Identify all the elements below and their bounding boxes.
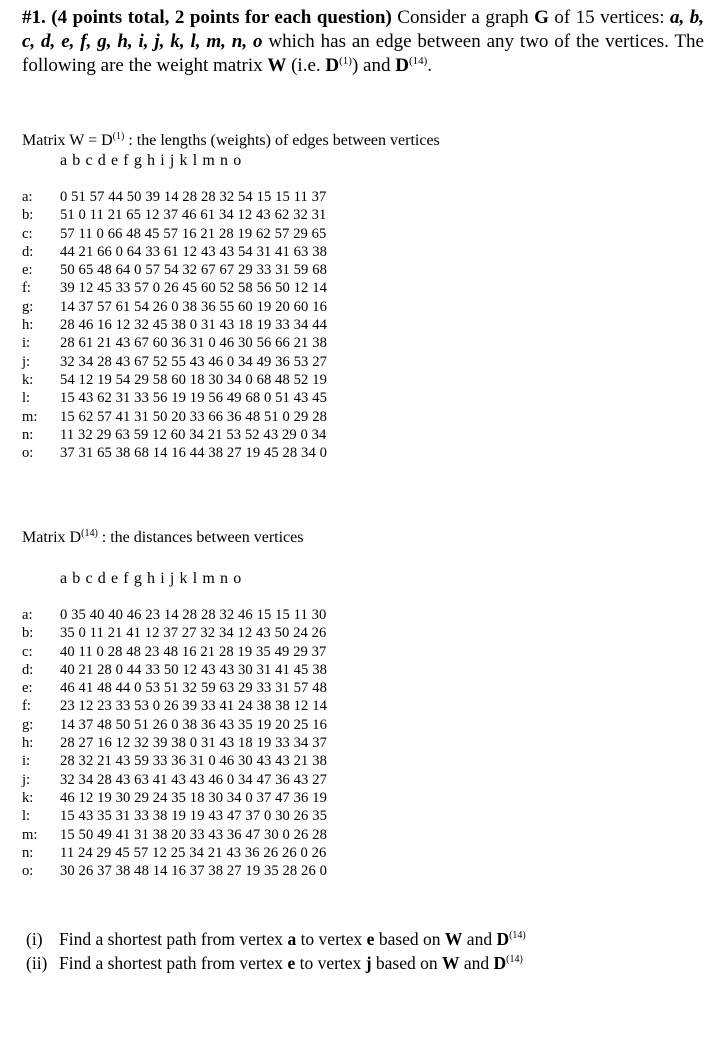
row-label: h: xyxy=(22,317,34,334)
question-number: (ii) xyxy=(26,953,48,973)
d14-symbol: D xyxy=(493,953,507,973)
d14-superscript: (14) xyxy=(509,930,526,941)
row-label: k: xyxy=(22,789,34,806)
row-label: g: xyxy=(22,716,34,733)
row-label: e: xyxy=(22,262,33,279)
row-values: 46 41 48 44 0 53 51 32 59 63 29 33 31 57 48 xyxy=(60,680,327,697)
matrix-w-title-desc: : the lengths (weights) of edges between vertices xyxy=(124,132,440,149)
row-label: k: xyxy=(22,371,34,388)
row-values: 40 11 0 28 48 23 48 16 21 28 19 35 49 29 37 xyxy=(60,643,327,660)
row-values: 11 24 29 45 57 12 25 34 21 43 36 26 26 0 26 xyxy=(60,844,327,861)
vertex-list: a, b, c, d, e, f, g, h, i, j, k, l, m, n, o xyxy=(22,7,705,52)
row-values: 37 31 65 38 68 14 16 44 38 27 19 45 28 34 0 xyxy=(60,445,327,462)
matrix-w-title-text: Matrix W = D xyxy=(22,132,113,149)
row-label: f: xyxy=(22,280,31,297)
question-text: and xyxy=(462,929,497,949)
problem-statement xyxy=(22,6,704,78)
row-values: 32 34 28 43 67 52 55 43 46 0 34 49 36 53 27 xyxy=(60,353,327,370)
matrix-d-title-sup: (14) xyxy=(81,528,98,539)
vertex-label: j xyxy=(365,953,372,973)
problem-text: of 15 vertices: xyxy=(548,7,671,28)
row-label: b: xyxy=(22,207,34,224)
row-label: g: xyxy=(22,298,34,315)
row-values: 28 46 16 12 32 45 38 0 31 43 18 19 33 34 44 xyxy=(60,317,327,334)
row-label: c: xyxy=(22,643,33,660)
row-label: i: xyxy=(22,335,31,352)
question-number: (i) xyxy=(26,929,43,949)
row-values: 15 50 49 41 31 38 20 33 43 36 47 30 0 26 28 xyxy=(60,826,327,843)
row-label: o: xyxy=(22,863,34,880)
row-label: c: xyxy=(22,225,33,242)
row-values: 50 65 48 64 0 57 54 32 67 67 29 33 31 59 68 xyxy=(60,262,327,279)
matrix-w-title-sup: (1) xyxy=(112,131,125,142)
row-values: 35 0 11 21 41 12 37 27 32 34 12 43 50 24 26 xyxy=(60,625,327,642)
row-label: f: xyxy=(22,698,31,715)
weight-symbol: W xyxy=(442,953,460,973)
row-values: 11 32 29 63 59 12 60 34 21 53 52 43 29 0 34 xyxy=(60,426,327,443)
question-text: to vertex xyxy=(295,953,366,973)
question-1 xyxy=(26,927,526,951)
d14-symbol: D xyxy=(496,929,510,949)
row-values: 28 61 21 43 67 60 36 31 0 46 30 56 66 21 38 xyxy=(60,335,327,352)
question-text: based on xyxy=(371,953,442,973)
question-text: based on xyxy=(374,929,445,949)
vertex-label: e xyxy=(366,929,375,949)
row-values: 0 51 57 44 50 39 14 28 28 32 54 15 15 11 37 xyxy=(60,189,327,205)
row-values: 28 32 21 43 59 33 36 31 0 46 30 43 43 21 38 xyxy=(60,753,327,770)
row-label: a: xyxy=(22,607,33,623)
row-values: 14 37 57 61 54 26 0 38 36 55 60 19 20 60 16 xyxy=(60,298,327,315)
row-values: 28 27 16 12 32 39 38 0 31 43 18 19 33 34 37 xyxy=(60,735,327,752)
question-2 xyxy=(26,951,526,975)
row-label: a: xyxy=(22,189,33,205)
row-values: 54 12 19 54 29 58 60 18 30 34 0 68 48 52 19 xyxy=(60,371,327,388)
row-values: 32 34 28 43 63 41 43 43 46 0 34 47 36 43 27 xyxy=(60,771,327,788)
row-label: d: xyxy=(22,661,34,678)
row-label: o: xyxy=(22,445,34,462)
row-label: d: xyxy=(22,243,34,260)
points-info: (4 points total, 2 points for each question) xyxy=(51,7,392,28)
problem-text: ) and xyxy=(351,55,396,76)
problem-number: #1. xyxy=(22,7,46,28)
d14-superscript: (14) xyxy=(408,55,428,67)
row-label: j: xyxy=(22,771,31,788)
problem-text: which has an edge between any two of the vertices. The following are the weight matrix xyxy=(22,31,704,76)
row-label: l: xyxy=(22,390,31,407)
problem-text: (i.e. xyxy=(286,55,326,76)
matrix-d-title-desc: : the distances between vertices xyxy=(97,529,304,546)
row-values: 39 12 45 33 57 0 26 45 60 52 58 56 50 12 14 xyxy=(60,280,327,297)
d1-superscript: (1) xyxy=(339,55,352,67)
matrix-d-header: a b c d e f g h i j k l m n o xyxy=(60,570,242,587)
row-values: 44 21 66 0 64 33 61 12 43 43 54 31 41 63 38 xyxy=(60,243,327,260)
question-text: and xyxy=(459,953,494,973)
question-text: Find a shortest path from vertex xyxy=(59,929,288,949)
row-values: 51 0 11 21 65 12 37 46 61 34 12 43 62 32 31 xyxy=(60,207,327,224)
row-values: 57 11 0 66 48 45 57 16 21 28 19 62 57 29 65 xyxy=(60,225,327,242)
vertex-label: e xyxy=(287,953,296,973)
row-values: 14 37 48 50 51 26 0 38 36 43 35 19 20 25 16 xyxy=(60,716,327,733)
d14-symbol: D xyxy=(395,55,409,76)
weight-symbol: W xyxy=(444,929,463,949)
vertex-label: a xyxy=(287,929,297,949)
question-text: Find a shortest path from vertex xyxy=(59,953,288,973)
row-label: m: xyxy=(22,408,38,425)
row-label: n: xyxy=(22,426,34,443)
row-values: 15 43 35 31 33 38 19 19 43 47 37 0 30 26 35 xyxy=(60,808,327,825)
row-label: e: xyxy=(22,680,33,697)
row-label: l: xyxy=(22,808,31,825)
row-label: m: xyxy=(22,826,38,843)
d1-symbol: D xyxy=(325,55,340,76)
row-values: 23 12 23 33 53 0 26 39 33 41 24 38 38 12 14 xyxy=(60,698,327,715)
questions xyxy=(26,927,526,975)
matrix-d-title xyxy=(22,528,303,548)
row-values: 15 62 57 41 31 50 20 33 66 36 48 51 0 29 28 xyxy=(60,408,327,425)
graph-symbol: G xyxy=(534,7,549,28)
row-label: j: xyxy=(22,353,31,370)
question-text: to vertex xyxy=(296,929,367,949)
problem-text: . xyxy=(427,55,433,76)
row-values: 46 12 19 30 29 24 35 18 30 34 0 37 47 36 19 xyxy=(60,789,327,806)
problem-text: Consider a graph xyxy=(391,7,535,28)
d14-superscript: (14) xyxy=(506,954,523,965)
matrix-w-header: a b c d e f g h i j k l m n o xyxy=(60,152,242,169)
row-values: 40 21 28 0 44 33 50 12 43 43 30 31 41 45 38 xyxy=(60,661,327,678)
row-label: n: xyxy=(22,844,34,861)
matrix-w-title xyxy=(22,131,440,151)
weight-symbol: W xyxy=(267,55,287,76)
row-values: 0 35 40 40 46 23 14 28 28 32 46 15 15 11 30 xyxy=(60,607,327,623)
row-label: h: xyxy=(22,735,34,752)
row-values: 30 26 37 38 48 14 16 37 38 27 19 35 28 26 0 xyxy=(60,863,327,880)
row-label: b: xyxy=(22,625,34,642)
row-label: i: xyxy=(22,753,31,770)
row-values: 15 43 62 31 33 56 19 19 56 49 68 0 51 43 45 xyxy=(60,390,327,407)
matrix-d-title-text: Matrix D xyxy=(22,529,82,546)
